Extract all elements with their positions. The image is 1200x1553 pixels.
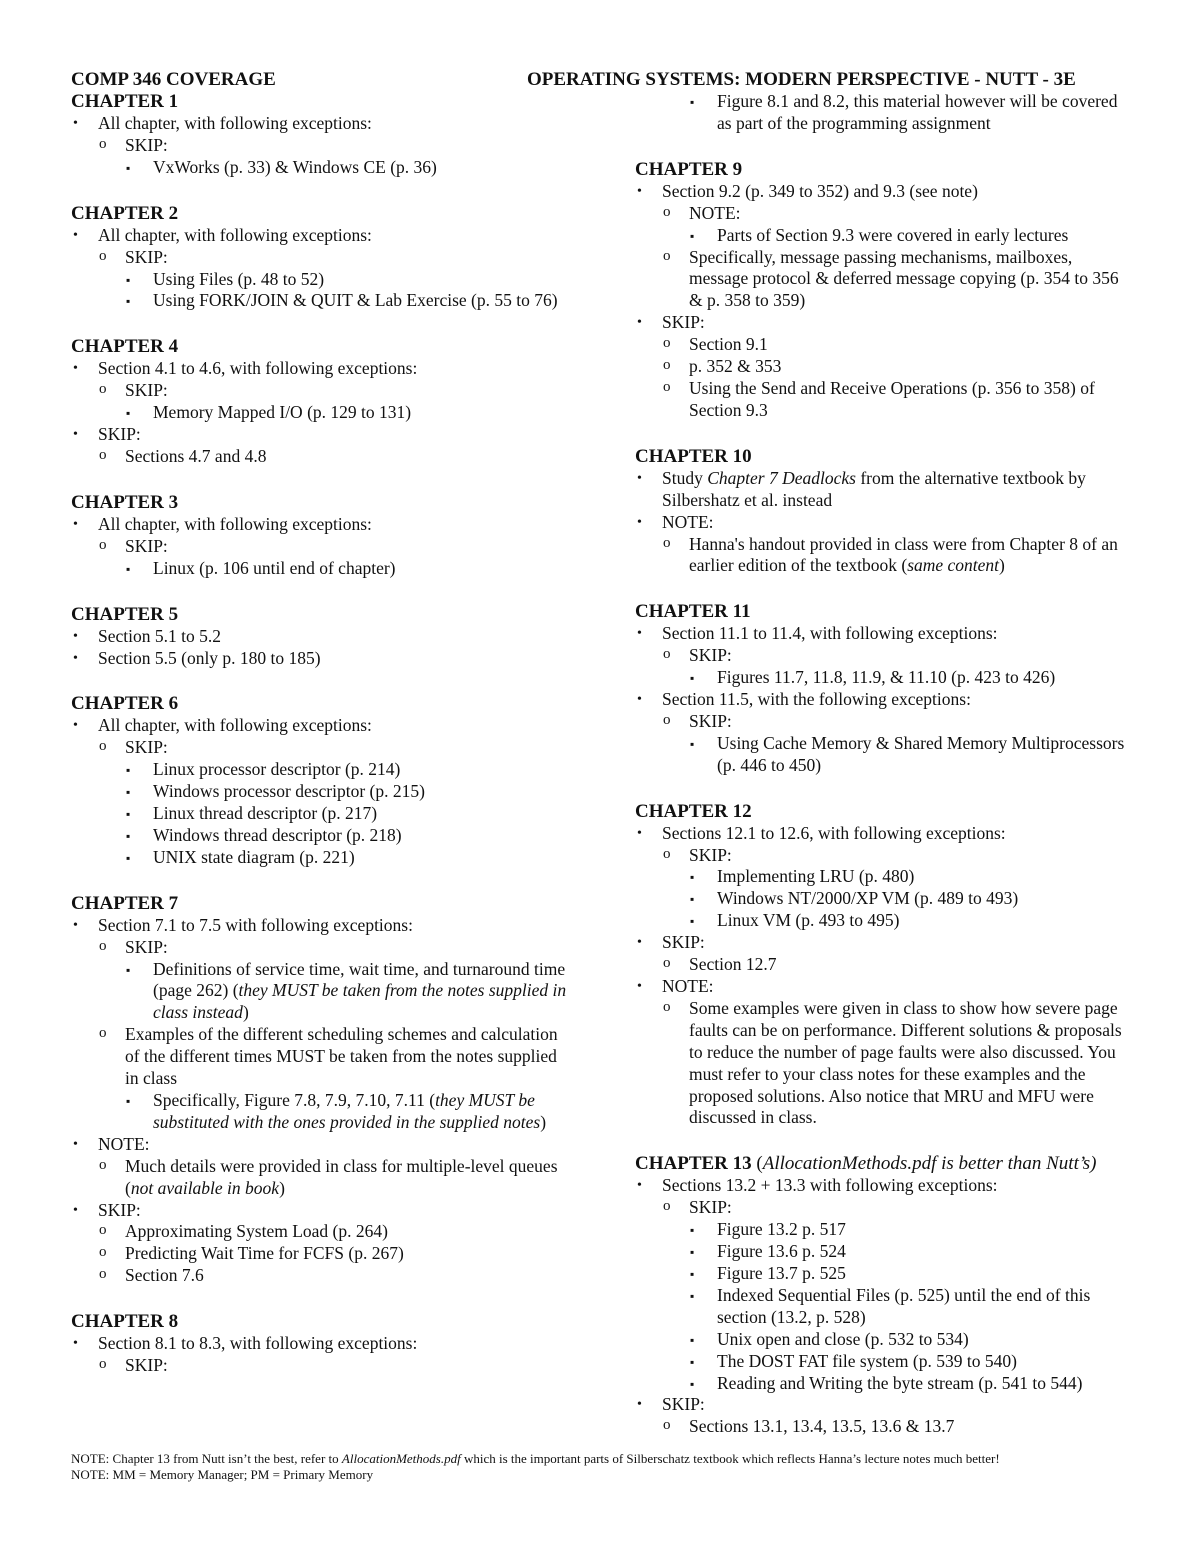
list-item: SKIP:	[125, 1355, 168, 1376]
list-item: Figure 8.1 and 8.2, this material however will be covered as part of the programming assignment	[717, 91, 1118, 133]
list-item: SKIP: Definitions of service time, wait time, and turnaround time (page 262) (they MUST be taken from the notes supplied in class instead)	[98, 937, 571, 1025]
list-item: NOTE: Some examples were given in class to show how severe page faults can be on performance. Different solutions & proposals to reduce the number of page faults were also discussed. You must refer to your class notes for these examples and the proposed solutions. Also notice that MRU and MFU were discussed in class.	[635, 976, 1135, 1129]
list-item: Examples of the different scheduling schemes and calculation of the different times MUST be taken from the notes supplied in class Specifically, Figure 7.8, 7.9, 7.10, 7.11 (they MUST be substituted with the ones provided in the supplied notes)	[98, 1024, 571, 1134]
list-item: Definitions of service time, wait time, and turnaround time (page 262) (they MUST be taken from the notes supplied in class instead)	[153, 958, 567, 1023]
list-item: Linux processor descriptor (p. 214)	[153, 759, 401, 780]
chapter-8-continued-list	[635, 91, 1135, 135]
chapter-8-list	[71, 1333, 571, 1377]
list-item: NOTE: Hanna's handout provided in class were from Chapter 8 of an earlier edition of the textbook (same content)	[635, 512, 1135, 578]
list-item: SKIP: VxWorks (p. 33) & Windows CE (p. 36)	[98, 135, 571, 179]
chapter-1-list	[71, 113, 571, 179]
list-item: Windows thread descriptor (p. 218)	[153, 824, 402, 845]
list-item: Figures 11.7, 11.8, 11.9, & 11.10 (p. 423 to 426)	[717, 667, 1056, 688]
chapter-9-list	[635, 181, 1135, 422]
chapter-12-list	[635, 823, 1135, 1130]
chapter-heading: CHAPTER 13 (AllocationMethods.pdf is better than Nutt’s)	[635, 1153, 1097, 1175]
list-item: Section 5.5 (only p. 180 to 185)	[98, 647, 321, 668]
list-item: All chapter, with following exceptions: SKIP: Linux processor descriptor (p. 214) Windows processor descriptor (p. 215) Linux thread descriptor (p. 217) Windows thread descriptor (p. 218) UNIX state diagram (p. 221)	[71, 715, 571, 868]
list-item: SKIP: Memory Mapped I/O (p. 129 to 131)	[98, 380, 571, 424]
list-item: SKIP: Sections 4.7 and 4.8	[71, 424, 571, 468]
list-item: SKIP: Section 9.1 p. 352 & 353 Using the Send and Receive Operations (p. 356 to 358) of Section 9.3	[635, 312, 1135, 422]
list-item: Much details were provided in class for multiple-level queues (not available in book)	[125, 1155, 558, 1198]
list-item: Sections 13.2 + 13.3 with following exceptions: SKIP: Figure 13.2 p. 517 Figure 13.6 p. 524 Figure 13.7 p. 525 Indexed Sequential Files (p. 525) until the end of this section (13.2, p. 528) Unix open and close (p. 532 to 534) The DOST FAT file system (p. 539 to 540) Reading and Writing the byte stream (p. 541 to 544)	[635, 1175, 1135, 1394]
chapter-heading: CHAPTER 8	[71, 1311, 179, 1333]
right-column	[635, 91, 1135, 1438]
textbook-title: OPERATING SYSTEMS: MODERN PERSPECTIVE - NUTT - 3E	[527, 69, 1076, 90]
list-item: Linux VM (p. 493 to 495)	[717, 910, 900, 931]
list-item: Linux thread descriptor (p. 217)	[153, 803, 378, 824]
list-item: Section 11.1 to 11.4, with following exceptions: SKIP: Figures 11.7, 11.8, 11.9, & 11.10 (p. 423 to 426)	[635, 623, 1135, 689]
chapter-heading: CHAPTER 7	[71, 892, 179, 914]
list-item: Parts of Section 9.3 were covered in early lectures	[717, 224, 1069, 245]
chapter-4-list	[71, 358, 571, 468]
list-item: Using Cache Memory & Shared Memory Multiprocessors (p. 446 to 450)	[717, 732, 1125, 775]
list-item: Specifically, Figure 7.8, 7.9, 7.10, 7.11 (they MUST be substituted with the ones provided in the supplied notes)	[153, 1090, 547, 1132]
chapter-heading: CHAPTER 6	[71, 693, 179, 715]
course-title: COMP 346 COVERAGE	[71, 69, 276, 90]
list-item: All chapter, with following exceptions: SKIP: VxWorks (p. 33) & Windows CE (p. 36)	[71, 113, 571, 179]
list-item: Section 7.1 to 7.5 with following exceptions: SKIP: Definitions of service time, wait time, and turnaround time (page 262) (they MUST be taken from the notes supplied in class instead) Examples of the different scheduling schemes and calculation of the different times MUST be taken from the notes supplied in class Specifically, Figure 7.8, 7.9, 7.10, 7.11 (they MUST be substituted with the ones provided in the supplied notes)	[71, 915, 571, 1134]
list-item: The DOST FAT file system (p. 539 to 540)	[717, 1350, 1017, 1371]
list-item: SKIP: Implementing LRU (p. 480) Windows NT/2000/XP VM (p. 489 to 493) Linux VM (p. 493 to 495)	[662, 845, 1135, 933]
list-item: Linux (p. 106 until end of chapter)	[153, 557, 396, 578]
chapter-heading: CHAPTER 12	[635, 800, 752, 822]
list-item: Section 9.1	[689, 334, 768, 355]
list-item: Approximating System Load (p. 264)	[125, 1221, 388, 1242]
list-item: Section 4.1 to 4.6, with following exceptions: SKIP: Memory Mapped I/O (p. 129 to 131)	[71, 358, 571, 424]
list-item: SKIP: Approximating System Load (p. 264) Predicting Wait Time for FCFS (p. 267) Section 7.6	[71, 1200, 571, 1288]
list-item: SKIP: Linux processor descriptor (p. 214) Windows processor descriptor (p. 215) Linux thread descriptor (p. 217) Windows thread descriptor (p. 218) UNIX state diagram (p. 221)	[98, 737, 571, 868]
list-item: UNIX state diagram (p. 221)	[153, 846, 355, 867]
list-item: Sections 4.7 and 4.8	[125, 445, 267, 466]
chapter-heading: CHAPTER 3	[71, 491, 179, 513]
footer-notes	[71, 1451, 1171, 1483]
chapter-heading: CHAPTER 10	[635, 445, 752, 467]
footer-note-line: NOTE: Chapter 13 from Nutt isn’t the best, refer to AllocationMethods.pdf which is the important parts of Silberschatz textbook which reflects Hanna’s lecture notes much better!	[71, 1451, 1000, 1466]
list-item: Implementing LRU (p. 480)	[717, 866, 915, 887]
chapter-heading: CHAPTER 9	[635, 158, 743, 180]
chapter-heading: CHAPTER 11	[635, 601, 751, 623]
list-item: SKIP: Sections 13.1, 13.4, 13.5, 13.6 & 13.7	[635, 1394, 1135, 1438]
list-item: All chapter, with following exceptions: SKIP: Using Files (p. 48 to 52) Using FORK/JOIN & QUIT & Lab Exercise (p. 55 to 76)	[71, 225, 571, 313]
list-item: SKIP: Section 12.7	[635, 932, 1135, 976]
chapter-heading: CHAPTER 5	[71, 603, 179, 625]
list-item: VxWorks (p. 33) & Windows CE (p. 36)	[153, 156, 437, 177]
chapter-5-list	[71, 626, 571, 670]
list-item: Section 9.2 (p. 349 to 352) and 9.3 (see note) NOTE: Parts of Section 9.3 were covered in early lectures Specifically, message passing mechanisms, mailboxes, message protocol & deferred message copying (p. 354 to 356 & p. 358 to 359)	[635, 181, 1135, 312]
chapter-10-list	[635, 468, 1135, 578]
chapter-6-list	[71, 715, 571, 868]
footer-note-line: NOTE: MM = Memory Manager; PM = Primary Memory	[71, 1467, 374, 1482]
list-item: Windows processor descriptor (p. 215)	[153, 781, 425, 802]
list-item: Specifically, message passing mechanisms, mailboxes, message protocol & deferred message copying (p. 354 to 356 & p. 358 to 359)	[689, 246, 1119, 311]
list-item: Section 11.5, with the following exceptions: SKIP: Using Cache Memory & Shared Memory Multiprocessors (p. 446 to 450)	[635, 689, 1135, 777]
list-item: Study Chapter 7 Deadlocks from the alternative textbook by Silbershatz et al. instead	[662, 467, 1086, 510]
chapter-2-list	[71, 225, 571, 313]
list-item: Section 5.1 to 5.2	[98, 625, 221, 646]
list-item: Figure 13.7 p. 525	[717, 1262, 846, 1283]
list-item: Windows NT/2000/XP VM (p. 489 to 493)	[717, 888, 1019, 909]
list-item: Using Files (p. 48 to 52)	[153, 268, 325, 289]
list-item: Using FORK/JOIN & QUIT & Lab Exercise (p. 55 to 76)	[153, 290, 558, 311]
list-item: Sections 12.1 to 12.6, with following exceptions: SKIP: Implementing LRU (p. 480) Windows NT/2000/XP VM (p. 489 to 493) Linux VM (p. 493 to 495)	[635, 823, 1135, 933]
list-item: Section 8.1 to 8.3, with following exceptions: SKIP:	[71, 1333, 571, 1377]
chapter-13-list	[635, 1175, 1135, 1438]
list-item: SKIP: Figure 13.2 p. 517 Figure 13.6 p. 524 Figure 13.7 p. 525 Indexed Sequential Files (p. 525) until the end of this section (13.2, p. 528) Unix open and close (p. 532 to 534) The DOST FAT file system (p. 539 to 540) Reading and Writing the byte stream (p. 541 to 544)	[662, 1197, 1135, 1394]
left-column	[71, 91, 571, 1377]
list-item: All chapter, with following exceptions: SKIP: Linux (p. 106 until end of chapter)	[71, 514, 571, 580]
list-item: Predicting Wait Time for FCFS (p. 267)	[125, 1243, 404, 1264]
chapter-7-list	[71, 915, 571, 1287]
list-item: NOTE: Much details were provided in class for multiple-level queues (not available in book)	[71, 1134, 571, 1200]
list-item: Section 12.7	[689, 954, 777, 975]
list-item: Using the Send and Receive Operations (p. 356 to 358) of Section 9.3	[689, 377, 1095, 420]
list-item: Hanna's handout provided in class were from Chapter 8 of an earlier edition of the textbook (same content)	[689, 533, 1118, 576]
list-item: SKIP: Figures 11.7, 11.8, 11.9, & 11.10 (p. 423 to 426)	[662, 645, 1135, 689]
list-item: Memory Mapped I/O (p. 129 to 131)	[153, 402, 412, 423]
list-item: Figure 13.2 p. 517	[717, 1219, 846, 1240]
chapter-3-list	[71, 514, 571, 580]
list-item: Sections 13.1, 13.4, 13.5, 13.6 & 13.7	[689, 1416, 955, 1437]
chapter-heading: CHAPTER 1	[71, 91, 179, 112]
list-item: Reading and Writing the byte stream (p. 541 to 544)	[717, 1372, 1083, 1393]
list-item: Indexed Sequential Files (p. 525) until the end of this section (13.2, p. 528)	[717, 1284, 1091, 1327]
chapter-heading: CHAPTER 4	[71, 336, 179, 358]
chapter-heading: CHAPTER 2	[71, 202, 179, 224]
list-item: SKIP: Linux (p. 106 until end of chapter)	[98, 536, 571, 580]
list-item: NOTE: Parts of Section 9.3 were covered in early lectures	[662, 203, 1135, 247]
list-item: p. 352 & 353	[689, 356, 782, 377]
list-item: Some examples were given in class to show how severe page faults can be on performance. Different solutions & proposals to reduce the number of page faults were also discussed. You must refer to your class notes for these examples and the proposed solutions. Also notice that MRU and MFU were discussed in class.	[689, 997, 1122, 1128]
chapter-11-list	[635, 623, 1135, 776]
list-item: Figure 13.6 p. 524	[717, 1241, 846, 1262]
list-item: SKIP: Using Cache Memory & Shared Memory Multiprocessors (p. 446 to 450)	[662, 711, 1135, 777]
list-item: Unix open and close (p. 532 to 534)	[717, 1328, 969, 1349]
list-item: Section 7.6	[125, 1265, 204, 1286]
list-item: SKIP: Using Files (p. 48 to 52) Using FORK/JOIN & QUIT & Lab Exercise (p. 55 to 76)	[98, 247, 571, 313]
